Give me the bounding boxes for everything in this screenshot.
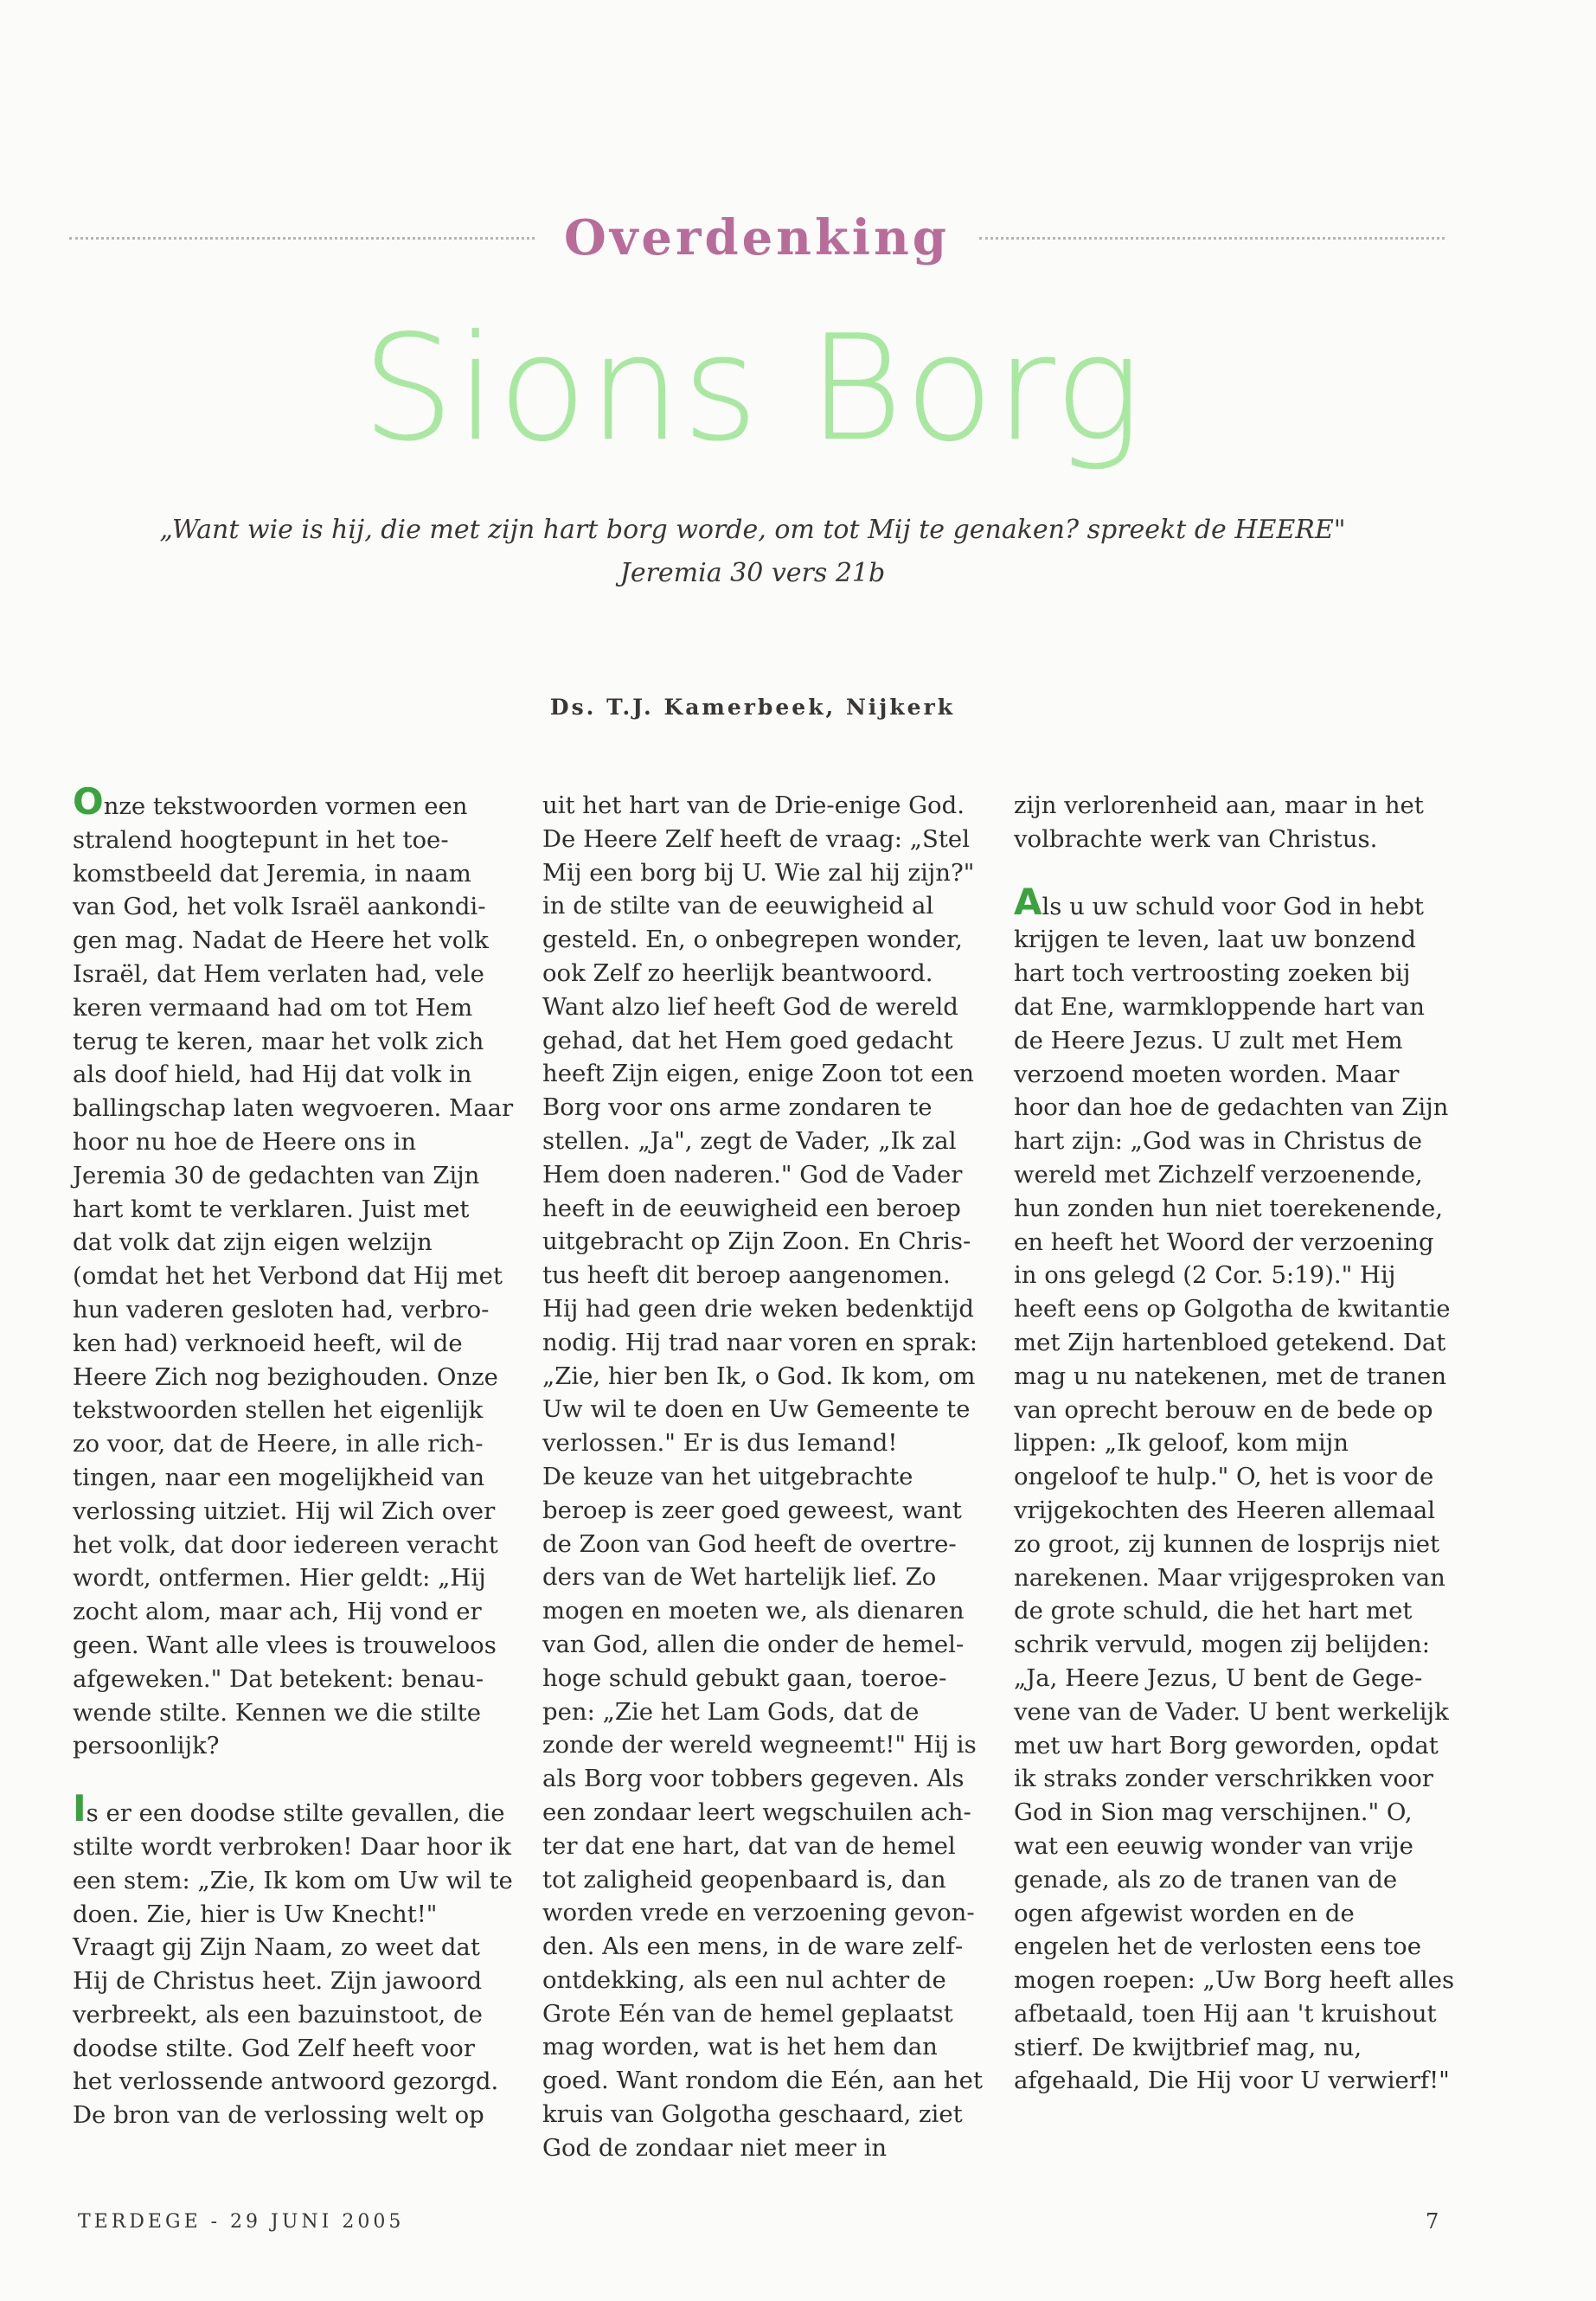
initial-letter: I [73, 1787, 87, 1830]
article-title: Sions Borg [362, 304, 1144, 473]
epigraph-quote: „Want wie is hij, die met zijn hart borg worde, om tot Mij te genaken? spreekt de HEERE" [159, 515, 1346, 545]
publication-footer: TERDEGE - 29 JUNI 2005 [78, 2211, 405, 2233]
paragraph [73, 1787, 514, 2099]
initial-letter: O [73, 780, 104, 823]
paragraph-text: s er een doodse stilte gevallen, die stilte wordt verbroken! Daar hoor ik een stem: „Zie, Ik kom om Uw wil te doen. Zie, hier is Uw Knecht!" Vraagt gij Zijn Naam, zo weet dat Hij de Christus heet. Zijn jawoord verbreekt, als een bazuinstoot, de doodse stilte. God Zelf heeft voor het verlossende antwoord gezorgd. [73, 1799, 513, 2096]
paragraph: De keuze van het uitgebrachte beroep is zeer goed geweest, want de Zoon van God heeft de overtreders van de Wet hartelijk lief. Zo mogen en moeten we, als dienaren van God, allen die onder de hemelhoge schuld gebukt gaan, toeroepen: „Zie het Lam Gods, dat de zonde der wereld wegneemt!" Hij is als Borg voor tobbers gegeven. Als een zondaar leert wegschuilen achter dat ene hart, dat van de hemel tot zaligheid geopenbaard is, dan worden vrede en verzoening gevonden. Als een mens, in de ware zelfontdekking, als een nul achter de Grote Eén van de hemel geplaatst mag worden, wat is het hem dan goed. Want rondom die Eén, aan het kruis van Golgotha geschaard, ziet God de zondaar niet meer in [542, 1462, 983, 2162]
paragraph-text: nze tekstwoorden vormen een stralend hoogtepunt in het toekomstbeeld dat Jeremia, in naam van God, het volk Israël aankondigen mag. Nadat de Heere het volk Israël, dat Hem verlaten had, vele keren vermaand had om tot Hem terug te keren, maar het volk zich als doof hield, had Hij dat volk in ballingschap laten wegvoeren. Maar hoor nu hoe de Heere ons in Jeremia 30 de gedachten van Zijn hart komt te verklaren. Juist met dat volk dat zijn eigen welzijn (omdat het het Verbond dat Hij met hun vaderen gesloten had, verbroken had) verknoeid heeft, wil de Heere Zich nog bezighouden. Onze tekstwoorden stellen het eigenlijk zo voor, dat de Heere, in alle richtingen, naar een mogelijkheid van verlossing uitziet. Hij wil Zich over het volk, dat door iedereen veracht wordt, ontfermen. Hier geldt: „Hij zocht alom, maar ach, Hij vond er geen. Want alle vlees is trouweloos afgeweken." Dat betekent: benauwende stilte. Kennen we die stilte persoonlijk? [73, 792, 514, 1760]
text-column-1 [73, 780, 514, 2132]
initial-letter: A [1014, 880, 1042, 923]
section-header [69, 208, 1445, 268]
page-number: 7 [1426, 2209, 1439, 2234]
paragraph-text: ls u uw schuld voor God in hebt krijgen te leven, laat uw bonzend hart toch vertroosting zoeken bij dat Ene, warmkloppende hart van de Heere Jezus. U zult met Hem verzoend moeten worden. Maar hoor dan hoe de gedachten van Zijn hart zijn: „God was in Christus de wereld met Zichzelf verzoenende, hun zonden hun niet toerekenende, en heeft het Woord der verzoening in ons gelegd (2 Cor. 5:19)." Hij heeft eens op Golgotha de kwitantie met Zijn hartenbloed getekend. Dat mag u nu natekenen, met de tranen van oprecht berouw en de bede op lippen: „Ik geloof, kom mijn ongeloof te hulp." O, het is voor de vrijgekochten des Heeren allemaal zo groot, zij kunnen de losprijs niet narekenen. Maar vrijgesproken van de grote schuld, die het hart met schrik vervuld, mogen zij belijden: „Ja, Heere Jezus, U bent de Gegevene van de Vader. U bent werkelijk met uw hart Borg geworden, opdat ik straks zonder verschrikken voor God in Sion mag verschijnen." O, wat een eeuwig wonder van vrije genade, als zo de tranen van de ogen afgewist worden en de engelen het de verlosten eens toe mogen roepen: „Uw Borg heeft alles afbetaald, toen Hij aan 't kruishout stierf. De kwijtbrief mag, nu, afgehaald, Die Hij voor U verwierf!" [1014, 892, 1455, 2095]
paragraph: zijn verlorenheid aan, maar in het volbrachte werk van Christus. [1014, 792, 1424, 853]
paragraph: uit het hart van de Drie-enige God. De Heere Zelf heeft de vraag: „Stel Mij een borg bij U. Wie zal hij zijn?" in de stilte van de eeuwigheid al gesteld. En, o onbegrepen wonder, ook Zelf zo heerlijk beantwoord. Want alzo lief heeft God de wereld gehad, dat het Hem goed gedacht heeft Zijn eigen, enige Zoon tot een Borg voor ons arme zondaren te stellen. „Ja", zegt de Vader, „Ik zal Hem doen naderen." God de Vader heeft in de eeuwigheid een beroep uitgebracht op Zijn Zoon. En Christus heeft dit beroep aangenomen. Hij had geen drie weken bedenktijd nodig. Hij trad naar voren en sprak: „Zie, hier ben Ik, o God. Ik kom, om Uw wil te doen en Uw Gemeente te verlossen." Er is dus Iemand! [542, 792, 978, 1458]
dotted-rule-right [979, 237, 1445, 240]
paragraph: De bron van de verlossing welt op [73, 2101, 484, 2130]
paragraph [1014, 880, 1455, 2099]
text-column-2 [542, 789, 984, 2165]
dotted-rule-left [69, 237, 535, 240]
text-column-3 [1014, 789, 1455, 2098]
section-label: Overdenking [564, 209, 950, 266]
epigraph [0, 509, 1505, 595]
paragraph [73, 780, 514, 1763]
epigraph-reference: Jeremia 30 vers 21b [619, 558, 886, 588]
author-byline: Ds. T.J. Kamerbeek, Nijkerk [549, 695, 956, 720]
